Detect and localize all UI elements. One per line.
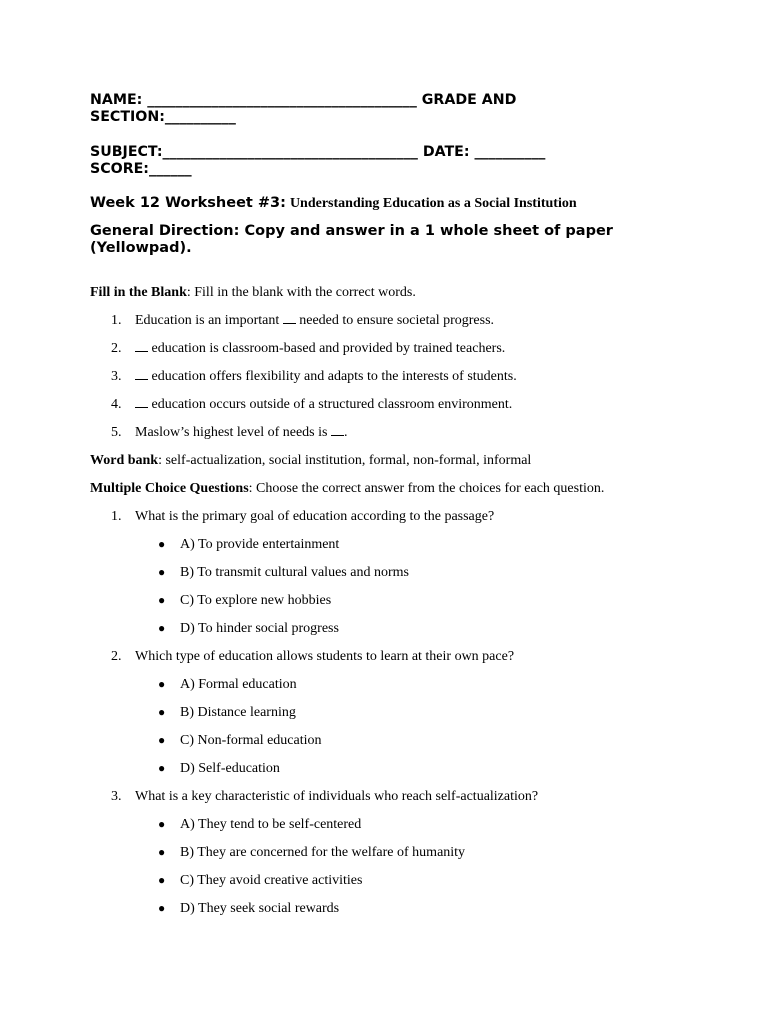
mcq-question: 1. What is the primary goal of education according to the passage? <box>111 509 495 524</box>
mcq-choice: ● A) Formal education <box>158 677 297 692</box>
mcq-choice: ● C) They avoid creative activities <box>158 873 363 888</box>
week-label: Week 12 Worksheet #3: <box>90 195 286 211</box>
bullet-icon: ● <box>158 817 166 831</box>
bullet-icon: ● <box>158 705 166 719</box>
bullet-icon: ● <box>158 593 166 607</box>
bullet-icon: ● <box>158 873 166 887</box>
fill-blank-label: Fill in the Blank <box>90 285 187 300</box>
worksheet-title <box>90 194 577 212</box>
topic-label: Understanding Education as a Social Institution <box>289 196 577 211</box>
mcq-question: 2. Which type of education allows students to learn at their own pace? <box>111 649 515 664</box>
mcq-choice: ● D) Self-education <box>158 761 280 776</box>
word-bank <box>90 453 531 469</box>
subject-date-line: SUBJECT:____________________________________ DATE: __________ <box>90 144 546 160</box>
mcq-label: Multiple Choice Questions <box>90 481 249 496</box>
mcq-choice: ● B) Distance learning <box>158 705 296 720</box>
answer-blank <box>135 397 148 408</box>
fill-blank-heading <box>90 285 416 301</box>
mcq-choice: ● C) Non-formal education <box>158 733 322 748</box>
mcq-choice: ● A) To provide entertainment <box>158 537 340 552</box>
mcq-choice: ● A) They tend to be self-centered <box>158 817 362 832</box>
name-grade-line: NAME: ______________________________________ GRADE AND <box>90 92 517 108</box>
bullet-icon: ● <box>158 677 166 691</box>
fill-item: 1. Education is an important needed to ensure societal progress. <box>111 313 495 328</box>
mcq-choice: ● C) To explore new hobbies <box>158 593 332 608</box>
bullet-icon: ● <box>158 621 166 635</box>
bullet-icon: ● <box>158 901 166 915</box>
bullet-icon: ● <box>158 733 166 747</box>
fill-item: 2. education is classroom-based and provided by trained teachers. <box>111 341 506 356</box>
answer-blank <box>135 341 148 352</box>
bullet-icon: ● <box>158 537 166 551</box>
answer-blank <box>135 369 148 380</box>
mcq-choice: ● B) They are concerned for the welfare of humanity <box>158 845 466 860</box>
mcq-choice: ● D) To hinder social progress <box>158 621 339 636</box>
answer-blank <box>283 313 296 324</box>
bullet-icon: ● <box>158 845 166 859</box>
word-bank-label: Word bank <box>90 453 159 468</box>
bullet-icon: ● <box>158 761 166 775</box>
fill-blank-instruction: : Fill in the blank with the correct words. <box>186 285 416 300</box>
bullet-icon: ● <box>158 565 166 579</box>
fill-item: 3. education offers flexibility and adapts to the interests of students. <box>111 369 517 384</box>
fill-item: 4. education occurs outside of a structured classroom environment. <box>111 397 513 412</box>
fill-item: 5. Maslow’s highest level of needs is . <box>111 425 348 440</box>
mcq-choice: ● D) They seek social rewards <box>158 901 340 916</box>
section-line: SECTION:__________ <box>90 109 236 125</box>
mcq-question: 3. What is a key characteristic of individuals who reach self-actualization? <box>111 789 539 804</box>
answer-blank <box>331 425 344 436</box>
word-bank-text: : self-actualization, social institution, formal, non-formal, informal <box>158 453 532 468</box>
mcq-choice: ● B) To transmit cultural values and norms <box>158 565 409 580</box>
mcq-instruction: : Choose the correct answer from the choices for each question. <box>248 481 605 496</box>
score-line: SCORE:______ <box>90 161 192 177</box>
general-direction: General Direction: Copy and answer in a 1 whole sheet of paper (Yellowpad). <box>90 223 613 256</box>
mcq-heading <box>90 481 604 497</box>
